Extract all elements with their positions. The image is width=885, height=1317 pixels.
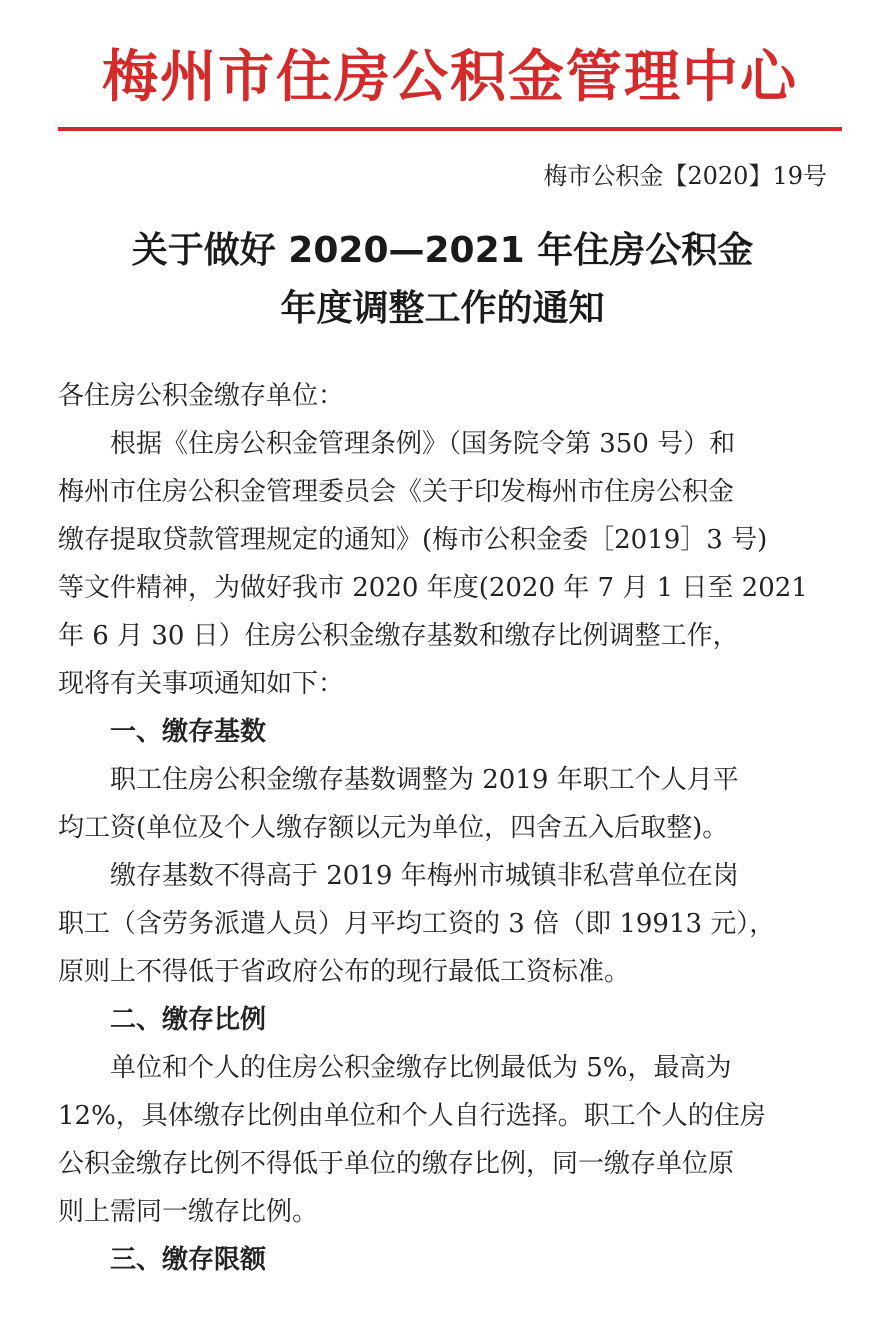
document-number: 梅市公积金【2020】19号: [543, 162, 827, 190]
intro-line-4: 等文件精神，为做好我市 2020 年度(2020 年 7 月 1 日至 2021: [58, 573, 808, 603]
intro-line-5: 年 6 月 30 日）住房公积金缴存基数和缴存比例调整工作，: [58, 621, 739, 651]
section1-para2-line-2: 职工（含劳务派遣人员）月平均工资的 3 倍（即 19913 元），: [58, 909, 776, 939]
section1-para2-line-1: 缴存基数不得高于 2019 年梅州市城镇非私营单位在岗: [110, 861, 739, 891]
intro-line-3: 缴存提取贷款管理规定的通知》(梅市公积金委［2019］3 号): [58, 525, 768, 555]
header-red-rule: [58, 127, 842, 131]
intro-line-2: 梅州市住房公积金管理委员会《关于印发梅州市住房公积金: [58, 477, 735, 507]
salutation: 各住房公积金缴存单位：: [58, 381, 345, 411]
section1-para1-line-2: 均工资(单位及个人缴存额以元为单位，四舍五入后取整)。: [58, 813, 729, 843]
title-line-2: 年度调整工作的通知: [280, 288, 605, 329]
intro-line-1: 根据《住房公积金管理条例》（国务院令第 350 号）和: [110, 429, 736, 459]
section-heading-3: 三、缴存限额: [110, 1245, 267, 1275]
notice-title: [40, 222, 845, 338]
section2-line-1: 单位和个人的住房公积金缴存比例最低为 5%，最高为: [110, 1053, 732, 1083]
section1-para2-line-3: 原则上不得低于省政府公布的现行最低工资标准。: [58, 957, 631, 987]
intro-line-6: 现将有关事项通知如下：: [58, 669, 345, 699]
section2-line-3: 公积金缴存比例不得低于单位的缴存比例，同一缴存单位原: [58, 1149, 735, 1179]
section2-line-2: 12%，具体缴存比例由单位和个人自行选择。职工个人的住房: [58, 1101, 766, 1131]
title-line-1: 关于做好 2020—2021 年住房公积金: [131, 230, 754, 271]
agency-header: 梅州市住房公积金管理中心: [102, 45, 798, 110]
section1-para1-line-1: 职工住房公积金缴存基数调整为 2019 年职工个人月平: [110, 765, 739, 795]
section2-line-4: 则上需同一缴存比例。: [58, 1197, 319, 1227]
notice-body: [58, 372, 848, 1284]
section-heading-1: 一、缴存基数: [110, 717, 267, 747]
section-heading-2: 二、缴存比例: [110, 1005, 267, 1035]
